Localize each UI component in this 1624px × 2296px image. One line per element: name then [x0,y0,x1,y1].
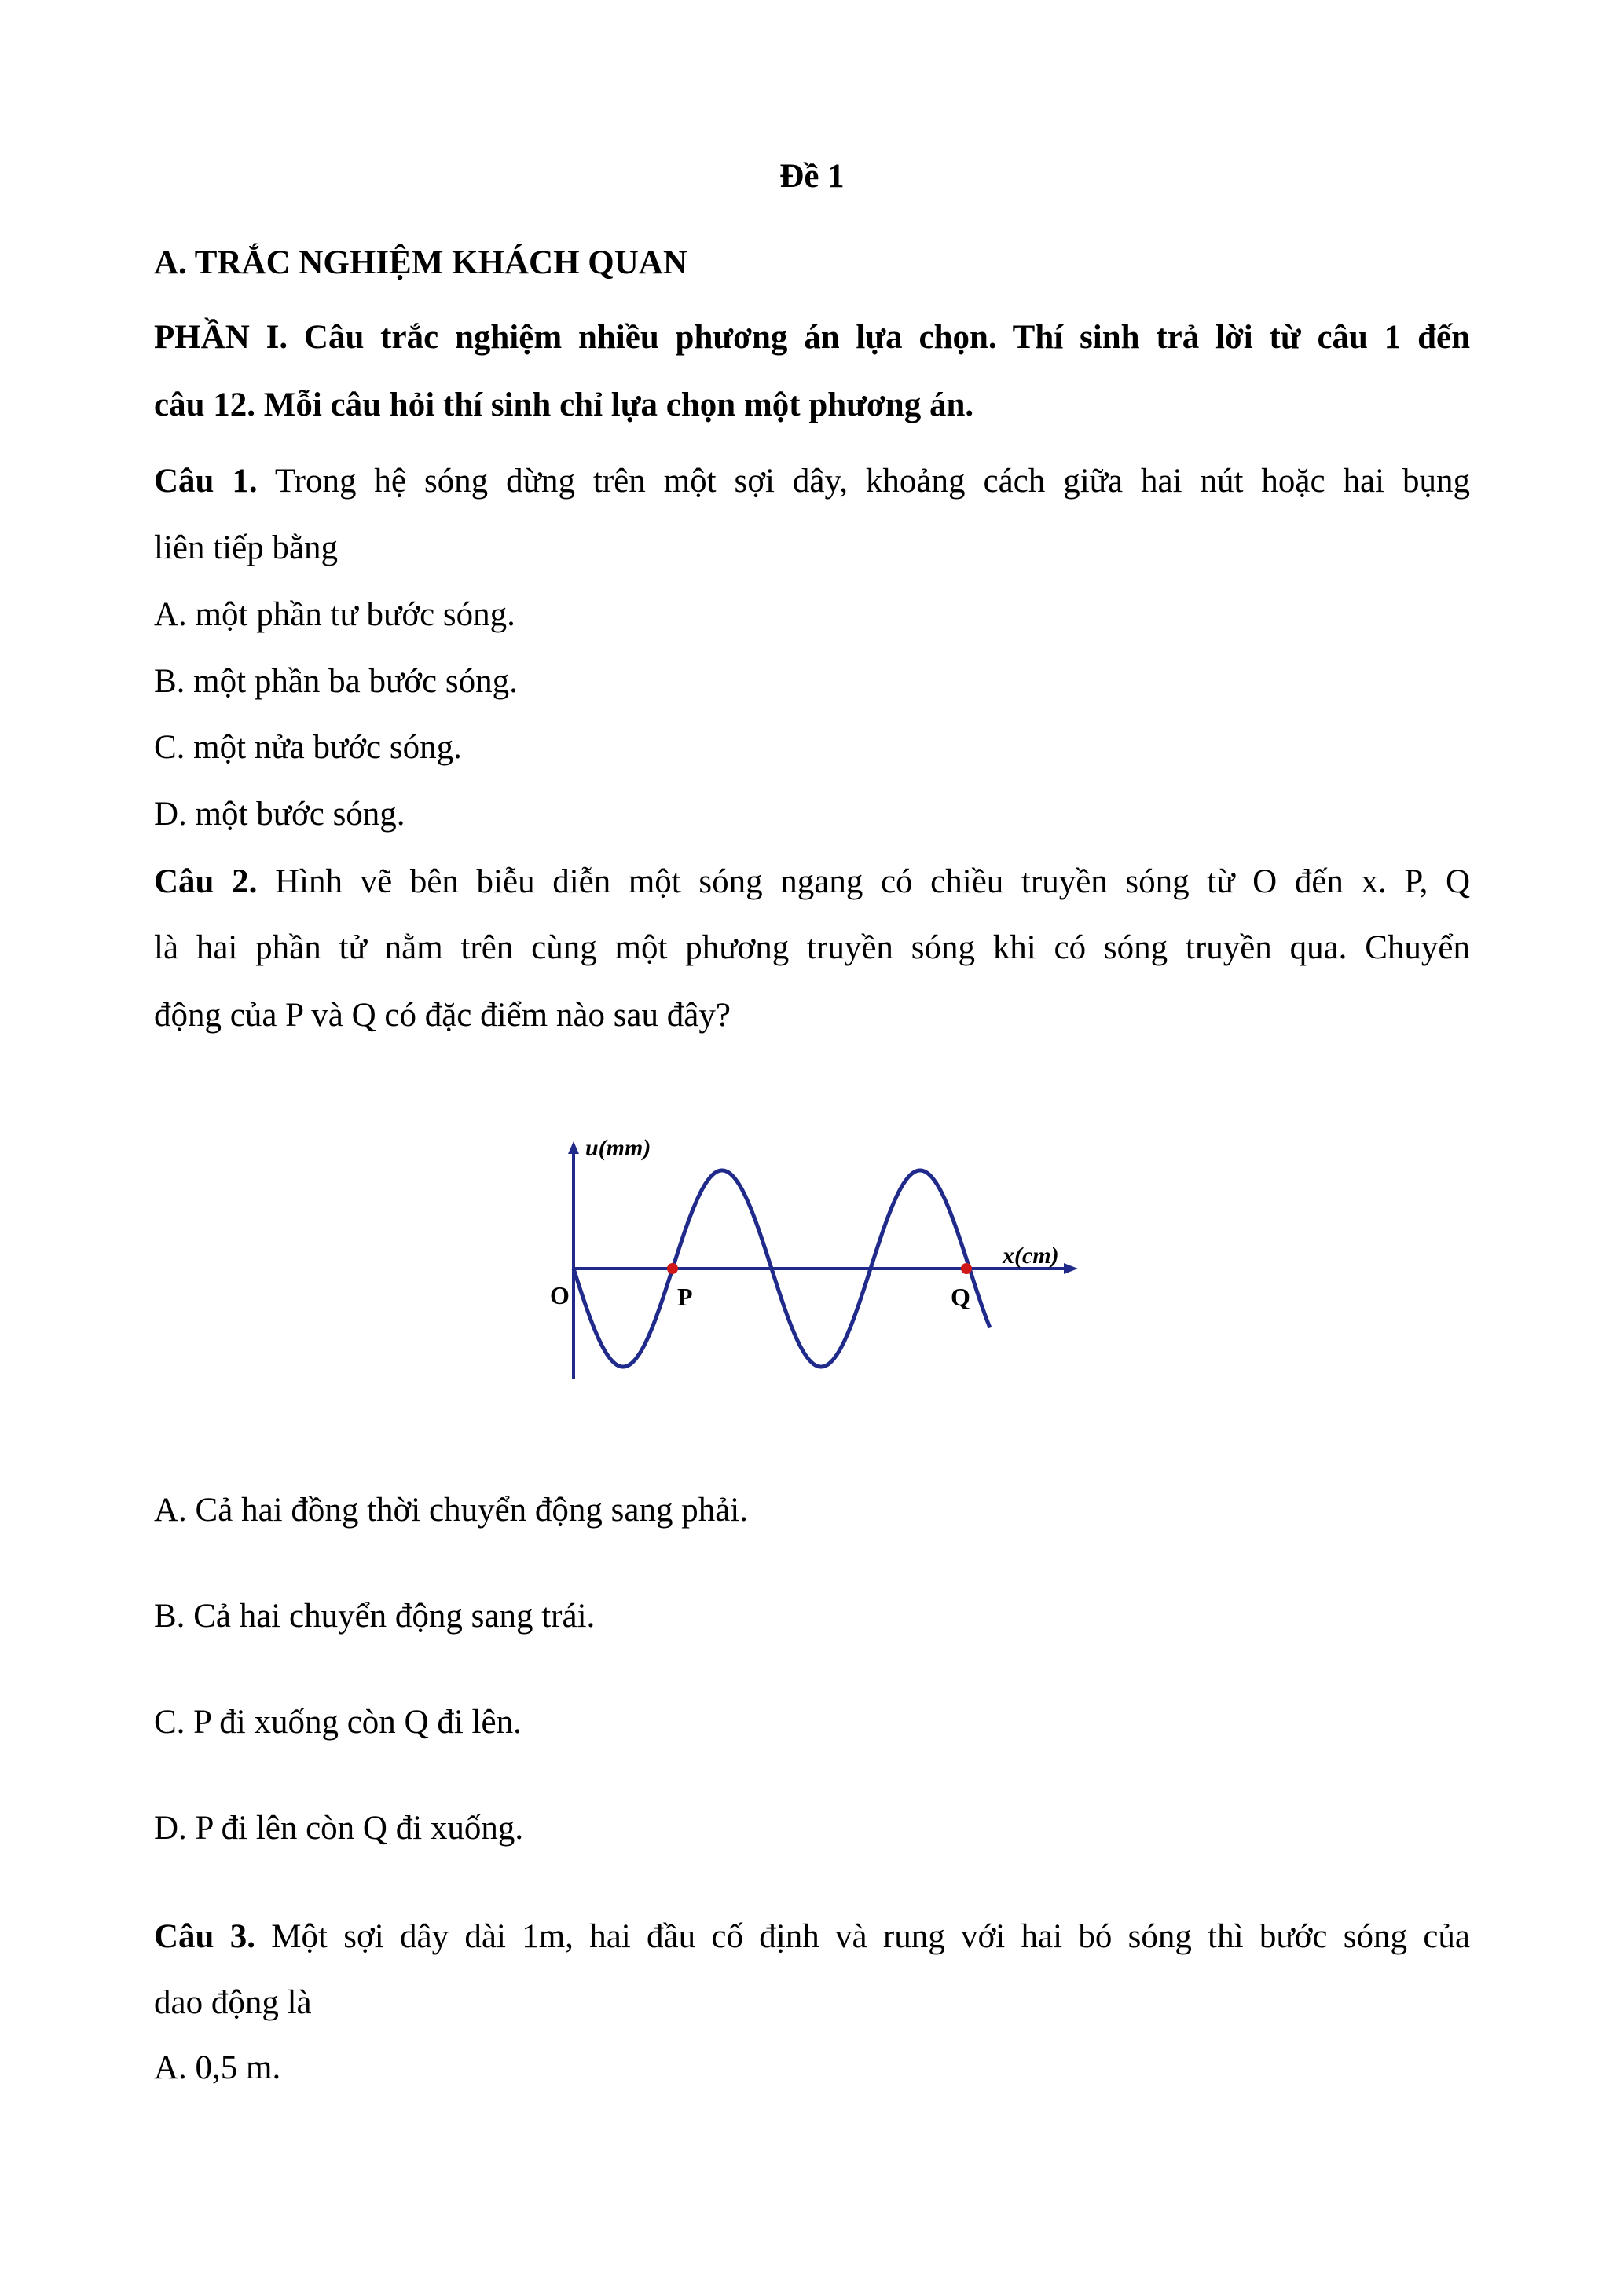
question-3-label: Câu 3. [154,1918,256,1955]
u-axis-arrow-icon [568,1141,579,1154]
question-1-stem-text: Trong hệ sóng dừng trên một sợi dây, khoảng cách giữa hai nút hoặc hai bụng [257,463,1471,500]
point-q-label: Q [951,1283,970,1311]
question-2-stem-line-3: động của P và Q có đặc điểm nào sau đây? [154,997,731,1034]
point-p-label: P [677,1283,693,1311]
question-1-stem-line-1 [154,458,1470,505]
question-2-option-a: A. Cả hai đồng thời chuyển động sang phải. [154,1492,749,1529]
wave-diagram [550,1135,1084,1386]
point-q-marker [961,1263,972,1274]
question-2-option-b: B. Cả hai chuyển động sang trái. [154,1598,596,1635]
question-1-stem-line-2: liên tiếp bằng [154,529,339,566]
part-heading-line-2: câu 12. Mỗi câu hỏi thí sinh chỉ lựa chọn một phương án. [154,386,974,423]
question-2-label: Câu 2. [154,863,258,900]
question-3-stem-text: Một sợi dây dài 1m, hai đầu cố định và rung với hai bó sóng thì bước sóng của [255,1918,1470,1955]
u-axis-label: u(mm) [585,1135,651,1161]
section-a-heading: A. TRẮC NGHIỆM KHÁCH QUAN [154,244,687,281]
question-1-option-c: C. một nửa bước sóng. [154,729,462,766]
part-heading-line-1: PHẦN I. Câu trắc nghiệm nhiều phương án lựa chọn. Thí sinh trả lời từ câu 1 đến [154,319,1470,356]
origin-label: O [550,1281,570,1309]
question-2-option-c: C. P đi xuống còn Q đi lên. [154,1704,522,1741]
x-axis-arrow-icon [1064,1263,1078,1274]
exam-title: Đề 1 [779,158,845,195]
question-2-stem-text: Hình vẽ bên biễu diễn một sóng ngang có chiều truyền sóng từ O đến x. P, Q [257,863,1470,900]
question-1-option-a: A. một phần tư bước sóng. [154,596,515,633]
question-2-stem-line-1 [154,859,1470,906]
question-1-option-d: D. một bước sóng. [154,796,405,833]
question-3-option-a: A. 0,5 m. [154,2049,281,2086]
point-p-marker [667,1263,678,1274]
question-1-label: Câu 1. [154,463,258,500]
question-2-stem-line-2: là hai phần tử nằm trên cùng một phương truyền sóng khi có sóng truyền qua. Chuyển [154,929,1470,966]
wave-figure [550,1135,1084,1386]
question-3-stem-line-1 [154,1913,1470,1961]
question-2-option-d: D. P đi lên còn Q đi xuống. [154,1810,524,1847]
question-1-option-b: B. một phần ba bước sóng. [154,663,518,700]
x-axis-label: x(cm) [1003,1243,1059,1269]
question-3-stem-line-2: dao động là [154,1984,312,2021]
